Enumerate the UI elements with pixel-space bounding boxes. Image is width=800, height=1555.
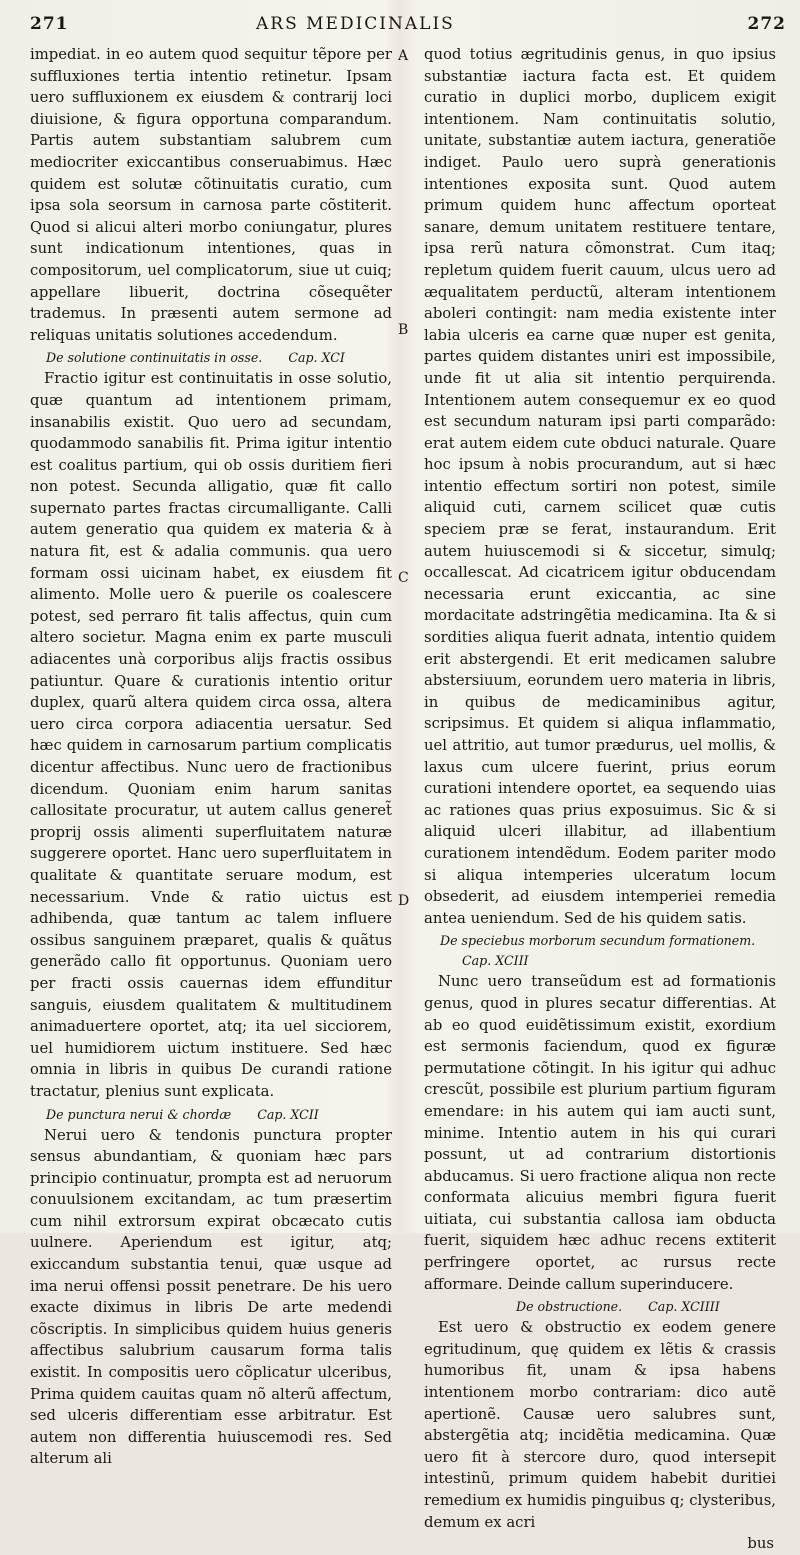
page-number-right: 272 <box>747 14 786 34</box>
chapter-heading <box>424 931 776 971</box>
chapter-number: Cap. XCII <box>257 1106 319 1122</box>
right-column <box>424 44 776 1555</box>
chapter-title: De obstructione. <box>516 1299 623 1315</box>
paragraph: Nunc uero transeũdum est ad formationis genus, quod in plures secatur differentias. At ab eo quod euidẽtissimum existit, exordium est sermonis faciendum, quod ex figuræ permutatione cõtingit. In his igitur qui adhuc crescũt, possibile est plurium partium figuram emendare: in his autem qui iam aucti sunt, minime. Intentio autem in his qui curari possunt, ut ad contrarium distortionis abducamus. Si uero fractione aliqua non recte conformata alicuius membri figura fuerit uitiata, cui substantia callosa iam obducta fuerit, siquidem hæc adhuc recens extiterit perfringere oportet, ac rursus recte afformare. Deinde callum superinducere. <box>424 973 776 1293</box>
margin-marker-b: B <box>398 322 409 338</box>
margin-marker-d: D <box>398 893 410 909</box>
catchword: bus <box>747 1535 774 1553</box>
chapter-number: Cap. XCI <box>288 350 345 366</box>
paragraph: impediat. in eo autem quod sequitur tẽpore per suffluxiones tertia intentio retinetur. Ipsam uero suffluxionem ex eiusdem & contrarij loci diuisione, & figura opportuna comparandum. Partis autem substantiam salubrem cum mediocriter exiccantibus conseruabimus. Hæc quidem est solutæ cõtinuitatis curatio, cum ipsa sola seorsum in carnosa parte cõstiterit. Quod si alicui alteri morbo coniungatur, plures sunt indicationum intentiones, quas in compositorum, uel complicatorum, siue ut cuiq; appellare libuerit, doctrina cõsequẽter trademus. In præsenti autem sermone ad reliquas unitatis solutiones accedendum. <box>30 46 392 344</box>
margin-marker-c: C <box>398 570 409 586</box>
chapter-heading <box>424 1297 776 1317</box>
chapter-title: De speciebus morborum secundum formationem. <box>440 933 756 949</box>
chapter-title: De punctura nerui & chordæ <box>46 1106 232 1122</box>
chapter-heading <box>30 1105 392 1125</box>
running-title: ARS MEDICINALIS <box>256 14 455 34</box>
page-header <box>0 14 800 42</box>
paragraph: Fractio igitur est continuitatis in osse solutio, quæ quantum ad intentionem primam, insanabilis existit. Quo uero ad secundam, quodammodo sanabilis fit. Prima igitur intentio est coalitus partium, qui ob ossis duritiem fieri non potest. Secunda alligatio, quæ fit callo supernato partes fractas circumalligante. Calli autem generatio qua quidem ex materia & à natura fit, est & adalia communis. qua uero formam ossi uicinam habet, ex eiusdem fit alimento. Molle uero & puerile os coalescere potest, sed perraro fit talis affectus, quin cum altero societur. Magna enim ex parte musculi adiacentes unà corporibus alijs fractis ossibus patiuntur. Quare & curationis intentio oritur duplex, quarũ altera quidem circa ossa, altera uero circa corpora adiacentia uersatur. Sed hæc quidem in carnosarum partium complicatis dicentur affectibus. Nunc uero de fractionibus dicendum. Quoniam enim harum sanitas callositate procuratur, ut autem callus generet̃ proprij ossis alimenti superfluitatem naturæ suggerere oportet. Hanc uero superfluitatem in qualitate & quantitate seruare modum, est necessarium. Vnde & ratio uictus est adhibenda, quæ tantum ac talem influere ossibus sanguinem præparet, qualis & quãtus generãdo callo fit opportunus. Quoniam uero per fracti ossis cauernas idem effunditur sanguis, eiusdem qualitatem & multitudinem animaduertere oportet, atq; ita uel sicciorem, uel humidiorem uictum instituere. Sed hæc omnia in libris in quibus De curandi ratione tractatur, plenius sunt explicata. <box>30 370 392 1100</box>
paragraph: Est uero & obstructio ex eodem genere egritudinum, quę quidem ex lẽtis & crassis humoribus fit, unam & ipsa habens intentionem morbo contrariam: dico autẽ apertionẽ. Causæ uero salubres sunt, abstergẽtia atq; incidẽtia medicamina. Quæ uero fit à stercore duro, quod intersepit intestinũ, primum quidem habebit duritiei remedium ex humidis pinguibus q; clysteribus, demum ex acri <box>424 1319 776 1531</box>
chapter-title: De solutione continuitatis in osse. <box>46 350 263 366</box>
chapter-heading <box>30 348 392 368</box>
margin-marker-a: A <box>398 48 409 64</box>
paragraph: quod totius ægritudinis genus, in quo ipsius substantiæ iactura facta est. Et quidem curatio in duplici morbo, duplicem exigit intentionem. Nam continuitatis solutio, unitate, substantiæ autem iactura, generatiõe indiget. Paulo uero suprà generationis intentiones exposita sunt. Quod autem primum quidem hunc affectum oporteat sanare, demum unitatem restituere tentare, ipsa rerũ natura cõmonstrat. Cum itaq; repletum quidem fuerit cauum, ulcus uero ad æqualitatem perductũ, alteram intentionem aboleri contingit: nam media existente inter labia ulceris ea carne quæ nuper est genita, partes quidem distantes uniri est impossibile, unde fit ut alia sit intentio perquirenda. Intentionem autem consequemur ex eo quod est secundum naturam ipsi parti comparãdo: erat autem eidem cute obduci naturale. Quare hoc ipsum à nobis procurandum, aut si hæc intentio effectum sortiri non potest, simile aliquid cuti, carnem scilicet quæ cutis speciem præ se ferat, instaurandum. Erit autem huiuscemodi si & siccetur, simulq; occallescat. Ad cicatricem igitur obducendam necessaria erunt exiccantia, ac sine mordacitate adstringẽtia medicamina. Ita & si sordities aliqua fuerit adnata, intentio quidem erit abstergendi. Et erit medicamen salubre abstersiuum, eorundem uero materia in libris, in quibus de medicaminibus agitur, scripsimus. Et quidem si aliqua inflammatio, uel attritio, aut tumor prædurus, uel mollis, & laxus cum ulcere fuerint, prius eorum curationi intendere oportet, ea sequendo uias ac rationes quas prius exposuimus. Sic & si aliquid ulceri illabitur, ad illabentium curationem intendẽdum. Eodem pariter modo si aliqua intemperies ulceratum locum obsederit, ad eiusdem intemperiei remedia antea ueniendum. Sed de his quidem satis. <box>424 46 776 927</box>
page-number-left: 271 <box>30 14 69 34</box>
chapter-number: Cap. XCIII <box>462 953 529 969</box>
paragraph: Nerui uero & tendonis punctura propter sensus abundantiam, & quoniam hæc pars principio continuatur, prompta est ad neruorum conuulsionem excitandam, ac tum præsertim cum nihil extrorsum expirat obcæcato cutis uulnere. Aperiendum est igitur, atq; exiccandum substantia tenui, quæ usque ad ima nerui offensi possit penetrare. De his uero exacte diximus in libris De arte medendi cõscriptis. In simplicibus quidem huius generis affectibus salubrium causarum forma talis existit. In compositis uero cõplicatur ulceribus, Prima quidem cauitas quam nõ alterũ affectum, sed ulceris differentiam esse arbitratur. Est autem non differentia huiuscemodi res. Sed alterum ali <box>30 1126 392 1468</box>
left-column <box>30 44 392 1470</box>
chapter-number: Cap. XCIIII <box>648 1299 720 1315</box>
